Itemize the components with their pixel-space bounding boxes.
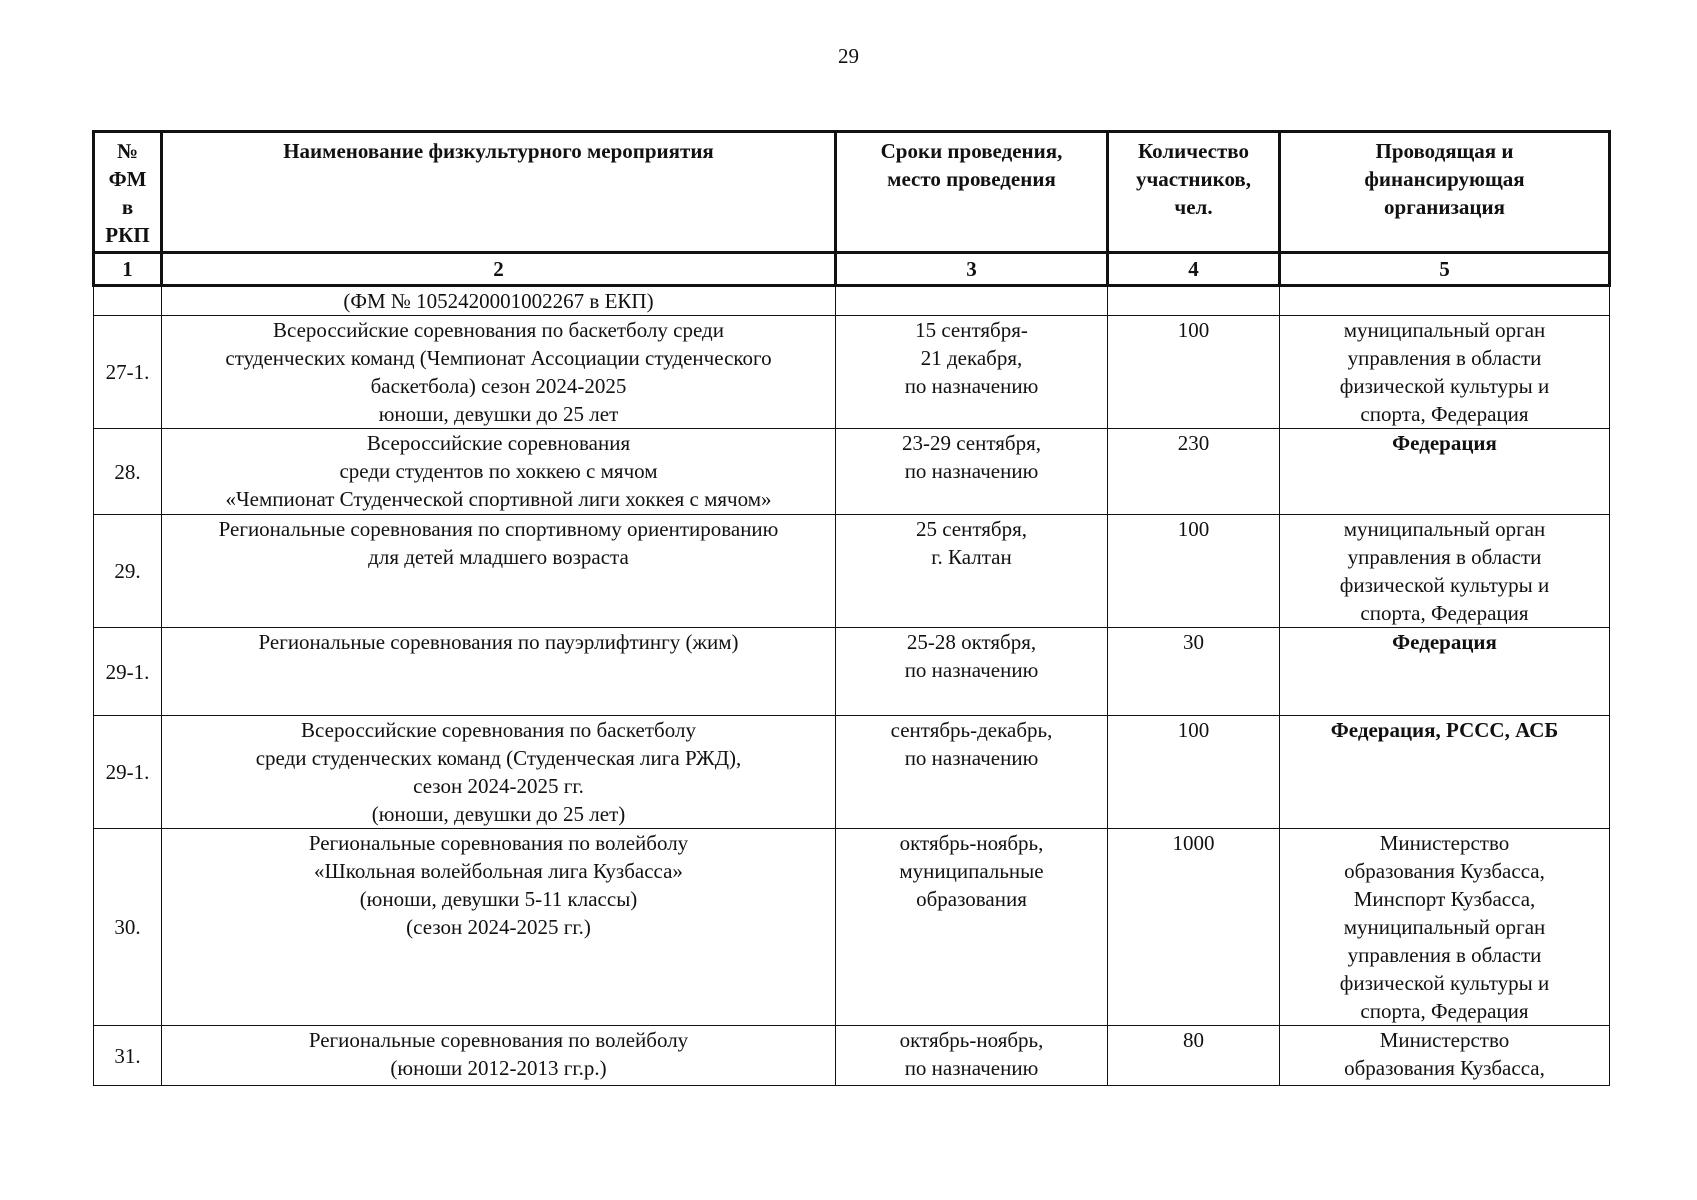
header-organization: Проводящая и финансирующая организация — [1280, 132, 1610, 253]
cell-count: 80 — [1108, 1026, 1280, 1086]
cell-organization: муниципальный орган управления в области физической культуры и спорта, Федерация — [1280, 316, 1610, 429]
cell-number: 30. — [94, 829, 162, 1026]
cell-event-name: Региональные соревнования по спортивному ориентированию для детей младшего возраста — [162, 515, 836, 628]
table-row — [94, 429, 1610, 515]
cell-organization: Министерство образования Кузбасса, — [1280, 1026, 1610, 1086]
cell-number: 31. — [94, 1026, 162, 1086]
header-dates-place: Сроки проведения, место проведения — [836, 132, 1108, 253]
table-row — [94, 716, 1610, 829]
table-row — [94, 316, 1610, 429]
column-number-row — [94, 253, 1610, 286]
table-row — [94, 628, 1610, 716]
column-number: 4 — [1108, 253, 1280, 286]
cell-count: 100 — [1108, 716, 1280, 829]
cell-dates: октябрь-ноябрь, муниципальные образования — [836, 829, 1108, 1026]
table-header-row — [94, 132, 1610, 253]
cell-count: 30 — [1108, 628, 1280, 716]
cell-number: 29. — [94, 515, 162, 628]
cell-count: 1000 — [1108, 829, 1280, 1026]
cell-dates — [836, 286, 1108, 316]
table-row — [94, 829, 1610, 1026]
cell-dates: 15 сентября- 21 декабря, по назначению — [836, 316, 1108, 429]
cell-number: 28. — [94, 429, 162, 515]
table-row — [94, 515, 1610, 628]
cell-count: 100 — [1108, 515, 1280, 628]
table-row — [94, 286, 1610, 316]
cell-dates: октябрь-ноябрь, по назначению — [836, 1026, 1108, 1086]
cell-count — [1108, 286, 1280, 316]
table-row — [94, 1026, 1610, 1086]
cell-organization: Федерация, РССС, АСБ — [1280, 716, 1610, 829]
cell-event-name: Всероссийские соревнования по баскетболу среди студенческих команд (Чемпионат Ассоциации студенческого баскетбола) сезон 2024-2025 юноши, девушки до 25 лет — [162, 316, 836, 429]
cell-number: 29-1. — [94, 716, 162, 829]
cell-number: 29-1. — [94, 628, 162, 716]
cell-organization: Федерация — [1280, 628, 1610, 716]
cell-dates: 25-28 октября, по назначению — [836, 628, 1108, 716]
cell-dates: сентябрь-декабрь, по назначению — [836, 716, 1108, 829]
cell-count: 100 — [1108, 316, 1280, 429]
page-number: 29 — [838, 44, 859, 68]
cell-organization: Министерство образования Кузбасса, Минспорт Кузбасса, муниципальный орган управления в области физической культуры и спорта, Федерация — [1280, 829, 1610, 1026]
cell-event-name: Региональные соревнования по пауэрлифтингу (жим) — [162, 628, 836, 716]
cell-dates: 25 сентября, г. Калтан — [836, 515, 1108, 628]
column-number: 1 — [94, 253, 162, 286]
column-number: 3 — [836, 253, 1108, 286]
header-participants: Количество участников, чел. — [1108, 132, 1280, 253]
header-number: № ФМ в РКП — [94, 132, 162, 253]
cell-event-name: Региональные соревнования по волейболу «Школьная волейбольная лига Кузбасса» (юноши, девушки 5-11 классы) (сезон 2024-2025 гг.) — [162, 829, 836, 1026]
cell-dates: 23-29 сентября, по назначению — [836, 429, 1108, 515]
column-number: 2 — [162, 253, 836, 286]
cell-event-name: (ФМ № 1052420001002267 в ЕКП) — [162, 286, 836, 316]
column-number: 5 — [1280, 253, 1610, 286]
events-table — [92, 130, 1611, 1086]
cell-event-name: Региональные соревнования по волейболу (юноши 2012-2013 гг.р.) — [162, 1026, 836, 1086]
cell-organization: муниципальный орган управления в области физической культуры и спорта, Федерация — [1280, 515, 1610, 628]
cell-count: 230 — [1108, 429, 1280, 515]
cell-number — [94, 286, 162, 316]
cell-organization: Федерация — [1280, 429, 1610, 515]
cell-organization — [1280, 286, 1610, 316]
cell-event-name: Всероссийские соревнования среди студентов по хоккею с мячом «Чемпионат Студенческой спортивной лиги хоккея с мячом» — [162, 429, 836, 515]
header-event-name: Наименование физкультурного мероприятия — [162, 132, 836, 253]
cell-number: 27-1. — [94, 316, 162, 429]
cell-event-name: Всероссийские соревнования по баскетболу среди студенческих команд (Студенческая лига РЖД), сезон 2024-2025 гг. (юноши, девушки до 25 лет) — [162, 716, 836, 829]
